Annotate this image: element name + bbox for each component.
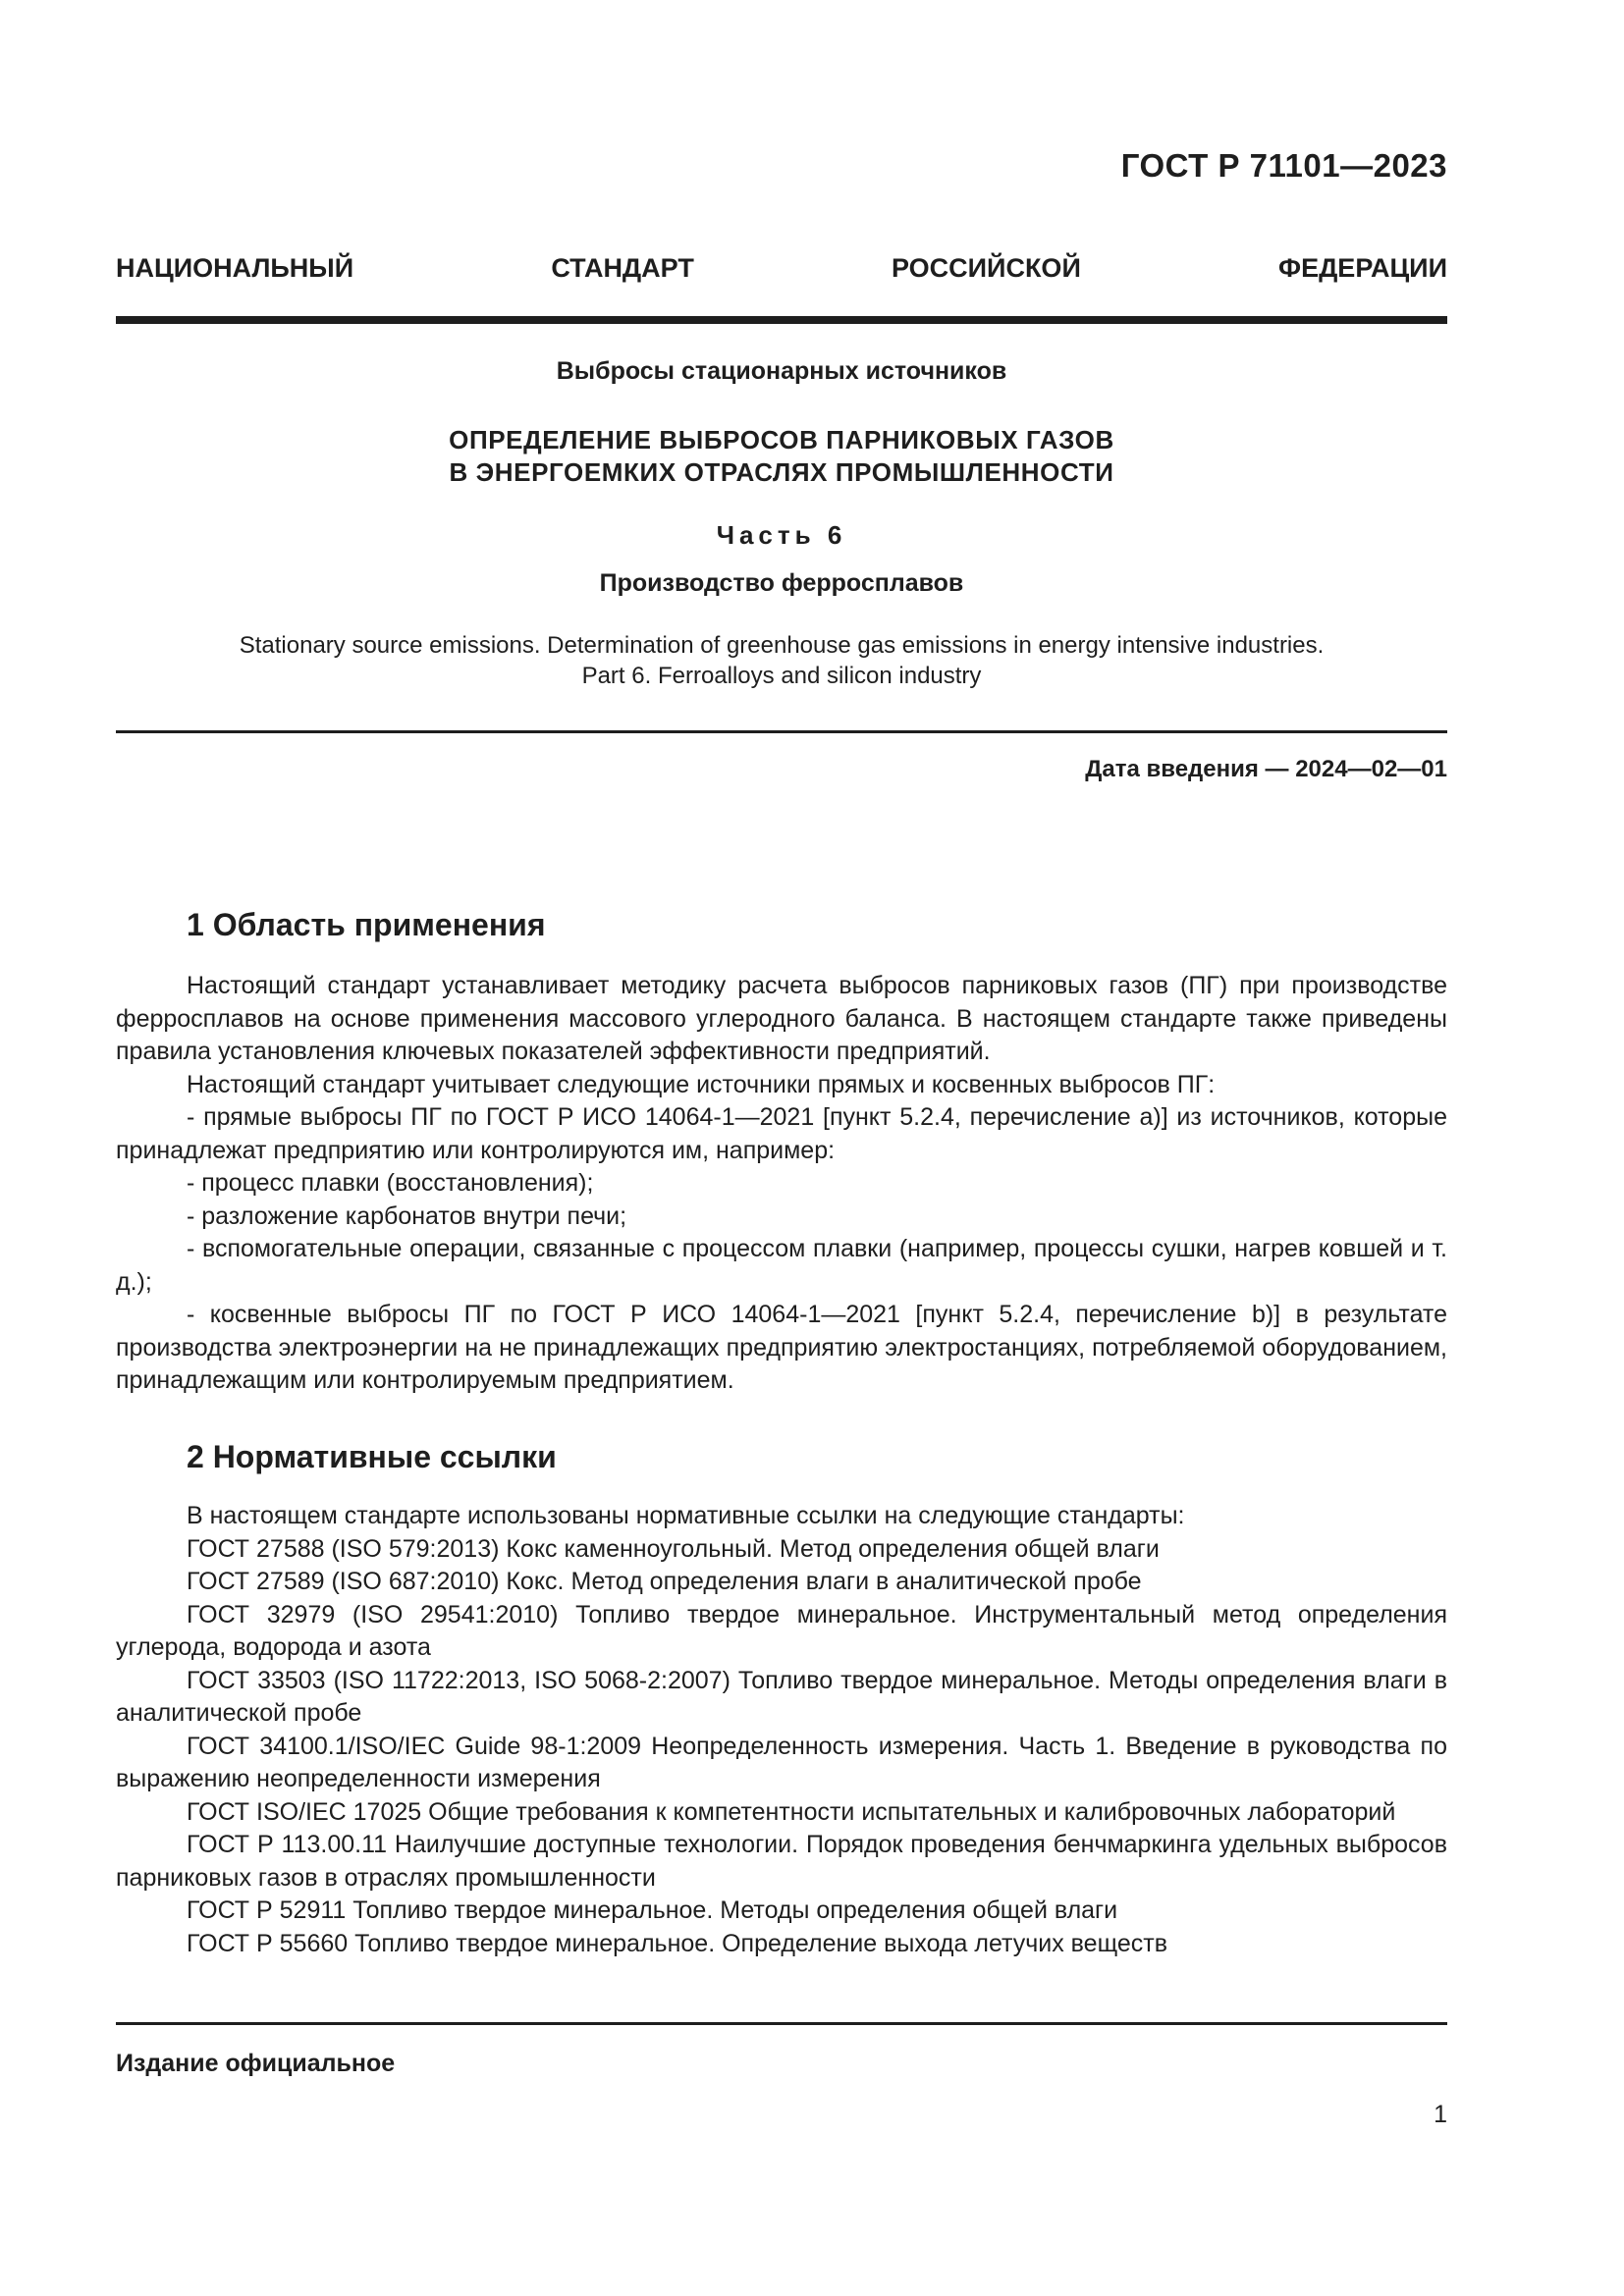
english-title-line-2: Part 6. Ferroalloys and silicon industry — [581, 663, 982, 689]
part-title: Производство ферросплавов — [599, 569, 964, 597]
national-standard-title: НАЦИОНАЛЬНЫЙ СТАНДАРТ РОССИЙСКОЙ ФЕДЕРАЦИИ — [116, 253, 1447, 283]
english-title — [116, 630, 1447, 691]
reference-item: ГОСТ 34100.1/ISO/IEC Guide 98-1:2009 Неопределенность измерения. Часть 1. Введение в руководства по выражению неопределенности измерения — [116, 1732, 1447, 1792]
introduction-date: Дата введения — 2024—02—01 — [1085, 756, 1447, 782]
list-item: - разложение карбонатов внутри печи; — [187, 1201, 627, 1230]
main-title — [116, 424, 1447, 489]
reference-item: ГОСТ Р 55660 Топливо твердое минеральное. Определение выхода летучих веществ — [187, 1929, 1168, 1957]
paragraph: Настоящий стандарт устанавливает методику расчета выбросов парниковых газов (ПГ) при производстве ферросплавов на основе применения массового углеродного баланса. В настоящем стандарте также приведены правила установления ключевых показателей эффективности предприятий. — [116, 972, 1447, 1065]
reference-item: ГОСТ ISO/IEC 17025 Общие требования к компетентности испытательных и калибровочных лабораторий — [187, 1797, 1396, 1826]
section-1-heading: 1 Область применения — [187, 907, 546, 942]
reference-item: ГОСТ 27588 (ISO 579:2013) Кокс каменноугольный. Метод определения общей влаги — [187, 1534, 1160, 1563]
reference-item: ГОСТ Р 52911 Топливо твердое минеральное. Методы определения общей влаги — [187, 1896, 1118, 1924]
list-item: - процесс плавки (восстановления); — [187, 1169, 594, 1197]
footer-divider — [116, 2022, 1447, 2025]
list-item: - косвенные выбросы ПГ по ГОСТ Р ИСО 14064-1—2021 [пункт 5.2.4, перечисление b)] в результате производства электроэнергии на не принадлежащих предприятию электростанциях, потребляемой оборудованием, принадлежащим или контролируемым предприятием. — [116, 1301, 1447, 1394]
section-2-body — [116, 1500, 1447, 1960]
page-number: 1 — [1434, 2101, 1447, 2128]
part-label: Часть 6 — [716, 520, 847, 550]
main-title-line-1: ОПРЕДЕЛЕНИЕ ВЫБРОСОВ ПАРНИКОВЫХ ГАЗОВ — [449, 425, 1114, 454]
reference-item: ГОСТ 33503 (ISO 11722:2013, ISO 5068-2:2007) Топливо твердое минеральное. Методы определения влаги в аналитической пробе — [116, 1666, 1447, 1727]
english-title-line-1: Stationary source emissions. Determination of greenhouse gas emissions in energy intensive industries. — [239, 632, 1325, 659]
document-number: ГОСТ Р 71101—2023 — [1120, 147, 1447, 184]
reference-item: ГОСТ 32979 (ISO 29541:2010) Топливо твердое минеральное. Инструментальный метод определения углерода, водорода и азота — [116, 1600, 1447, 1661]
group-title: Выбросы стационарных источников — [556, 357, 1007, 385]
list-item: - прямые выбросы ПГ по ГОСТ Р ИСО 14064-1—2021 [пункт 5.2.4, перечисление a)] из источников, которые принадлежат предприятию или контролируются им, например: — [116, 1103, 1447, 1164]
list-item: - вспомогательные операции, связанные с процессом плавки (например, процессы сушки, нагрев ковшей и т. д.); — [116, 1235, 1447, 1296]
section-1-body — [116, 970, 1447, 1398]
main-title-line-2: В ЭНЕРГОЕМКИХ ОТРАСЛЯХ ПРОМЫШЛЕННОСТИ — [449, 457, 1114, 487]
section-2-heading: 2 Нормативные ссылки — [187, 1439, 557, 1474]
title-divider — [116, 730, 1447, 733]
paragraph: Настоящий стандарт учитывает следующие источники прямых и косвенных выбросов ПГ: — [187, 1070, 1216, 1098]
reference-item: ГОСТ 27589 (ISO 687:2010) Кокс. Метод определения влаги в аналитической пробе — [187, 1568, 1142, 1595]
reference-item: ГОСТ Р 113.00.11 Наилучшие доступные технологии. Порядок проведения бенчмаркинга удельных выбросов парниковых газов в отраслях промышленности — [116, 1831, 1447, 1892]
header-divider — [116, 316, 1447, 324]
official-edition-label: Издание официальное — [116, 2050, 396, 2077]
paragraph: В настоящем стандарте использованы нормативные ссылки на следующие стандарты: — [187, 1502, 1185, 1529]
